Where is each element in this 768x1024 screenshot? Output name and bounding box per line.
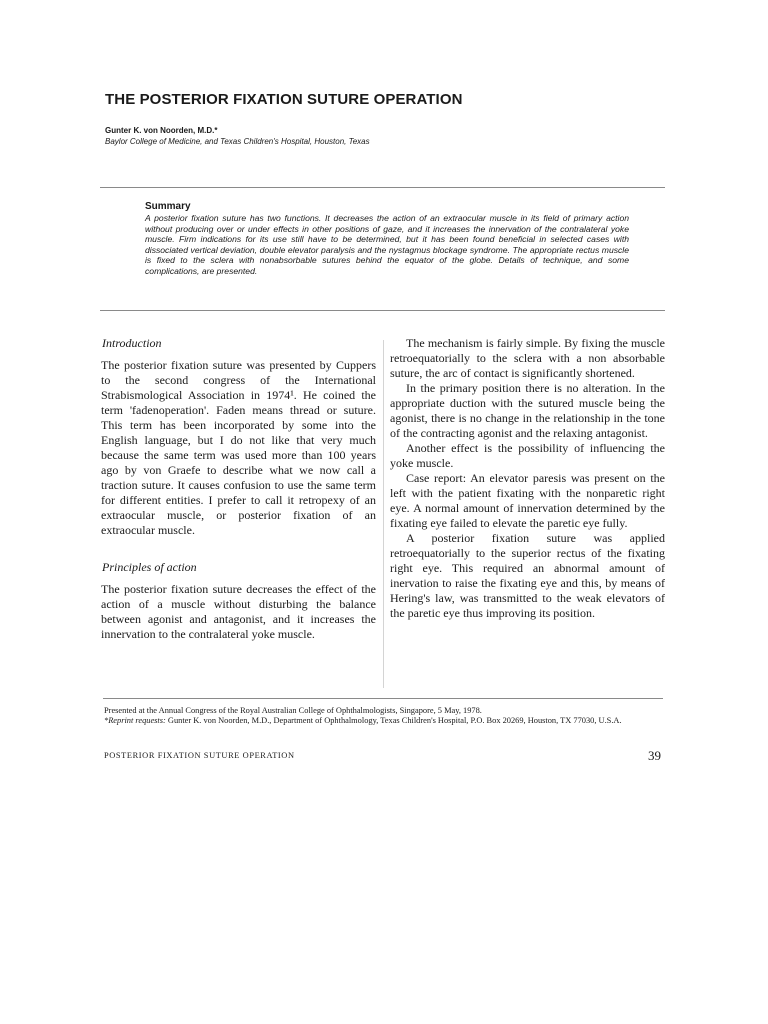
summary-heading: Summary [145,201,191,212]
principles-heading: Principles of action [102,560,197,574]
footnote-reprint-text: Gunter K. von Noorden, M.D., Department of Ophthalmology, Texas Children's Hospital, P.O. Box 20269, Houston, TX 77030, U.S.A. [165,715,622,725]
left-column [101,336,376,642]
footnote-reprint [104,716,670,726]
author-name: Gunter K. von Noorden, M.D.* [105,126,218,135]
article-title: THE POSTERIOR FIXATION SUTURE OPERATION [105,91,463,108]
summary-top-rule [100,187,665,188]
footnote-presented: Presented at the Annual Congress of the Royal Australian College of Ophthalmologists, Singapore, 5 May, 1978. [104,706,482,715]
right-paragraph-mechanism: The mechanism is fairly simple. By fixing the muscle retroequatorially to the sclera with a non absorbable suture, the arc of contact is significantly shortened. [390,336,665,380]
introduction-heading: Introduction [102,336,162,350]
right-paragraph-suture-applied: A posterior fixation suture was applied retroequatorially to the superior rectus of the fixating right eye. This required an abnormal amount of inervation to raise the fixating eye and this, by means of Hering's law, was transmitted to the weak elevators of the paretic eye thus improving its position. [390,531,665,620]
right-paragraph-primary-position: In the primary position there is no alteration. In the appropriate duction with the sutured muscle being the agonist, there is no change in the relationship in the tone of the contracting agonist and the relaxing antagonist. [390,381,665,440]
summary-text: A posterior fixation suture has two functions. It decreases the action of an extraocular muscle in its field of primary action without producing over or under effects in other positions of gaze, and it increases the innervation of the contralateral yoke muscle. Firm indications for its use still have to be determined, but it has been found beneficial in selected cases with dissociated vertical deviation, double elevator paralysis and the nystagmus blockage syndrome. The appropriate rectus muscle is fixed to the sclera with nonabsorbable sutures behind the equator of the globe. Details of technique, and some complications, are presented. [145,213,629,276]
running-title: POSTERIOR FIXATION SUTURE OPERATION [104,751,295,760]
right-paragraph-yoke-effect: Another effect is the possibility of influencing the yoke muscle. [390,441,665,470]
right-paragraph-case-report: Case report: An elevator paresis was present on the left with the patient fixating with the nonparetic right eye. A normal amount of innervation determined by the fixating eye failed to elevate the paretic eye fully. [390,471,665,530]
principles-paragraph: The posterior fixation suture decreases the effect of the action of a muscle without disturbing the balance between agonist and antagonist, and it increases the innervation to the contralateral yoke muscle. [101,582,376,641]
column-divider [383,340,384,688]
summary-bottom-rule [100,310,665,311]
footnotes [104,706,670,725]
footnote-rule [103,698,663,699]
right-column [390,336,665,621]
introduction-paragraph: The posterior fixation suture was presented by Cuppers to the second congress of the International Strabismological Association in 1974¹. He coined the term 'fadenoperation'. Faden means thread or suture. This term has been incorporated by some into the English language, but I do not like that very much because the same term was used more than 100 years ago by von Graefe to describe what we now call a traction suture. It causes confusion to use the same term for different entities. I prefer to call it retropexy of an extraocular muscle, or posterior fixation of an extraocular muscle. [101,358,376,537]
author-affiliation: Baylor College of Medicine, and Texas Children's Hospital, Houston, Texas [105,137,370,146]
footnote-reprint-label: *Reprint requests: [104,715,166,725]
page-number: 39 [648,748,661,763]
